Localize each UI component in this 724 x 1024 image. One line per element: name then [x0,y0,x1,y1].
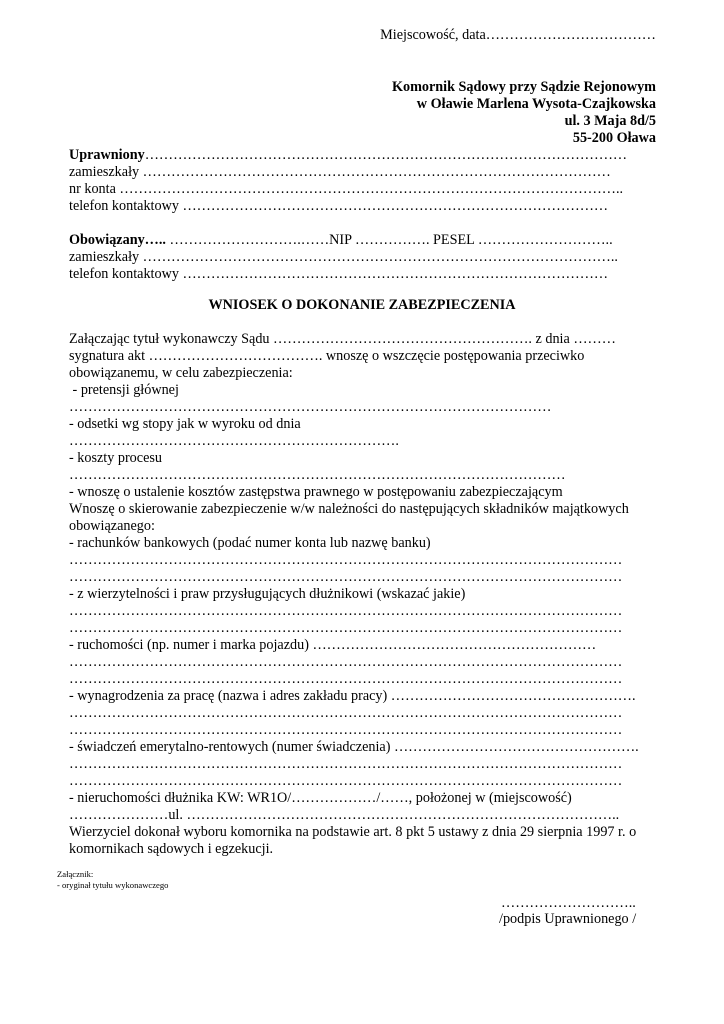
body-line: - ruchomości (np. numer i marka pojazdu) …………………………………………………… [69,637,597,653]
body-line: - pretensji głównej [69,382,179,398]
creditor-name-dots: ………………………………………………………………………………………… [144,147,628,163]
creditor-address-line: zamieszkały ……………………………………………………………………………………… [69,164,611,180]
attachment-label: Załącznik: [57,869,94,879]
body-line: ……………………………………………………………………………………………………… [69,756,623,772]
bailiff-line-4: 55-200 Oława [572,130,656,146]
bailiff-line-2: w Oławie Marlena Wysota-Czajkowska [416,96,656,112]
body-line: ……………………………………………………………………………………………………… [69,603,623,619]
body-line: ……………………………………………………………………………………………………… [69,773,623,789]
body-line: ……………………………………………………………. [69,433,399,449]
body-line: - wnoszę o ustalenie kosztów zastępstwa prawnego w postępowaniu zabezpieczającym [69,484,563,500]
debtor-phone-line: telefon kontaktowy ……………………………………………………………………………… [69,266,609,282]
body-line: Załączając tytuł wykonawczy Sądu ………………………………………………. z dnia ……… [69,331,616,347]
body-line: - koszty procesu [69,450,162,466]
body-line: ……………………………………………………………………………………………………… [69,722,623,738]
attachment-item: - oryginał tytułu wykonawczego [57,880,169,890]
body-line: komornikach sądowych i egzekucji. [69,841,274,857]
body-line: ……………………………………………………………………………………………………… [69,671,623,687]
document-title: WNIOSEK O DOKONANIE ZABEZPIECZENIA [208,297,516,313]
body-line: obowiązanemu, w celu zabezpieczenia: [69,365,293,381]
creditor-phone-line: telefon kontaktowy ……………………………………………………………………………… [69,198,609,214]
body-line: Wnoszę o skierowanie zabezpieczenie w/w należności do następujących składników majątkowych [69,501,629,517]
body-line: …………………………………………………………………………………………… [69,467,566,483]
debtor-address-line: zamieszkały ……………………………………………………………………………………….. [69,249,618,265]
creditor-account-line: nr konta …………………………………………………………………………………………….. [69,181,624,197]
body-line: - rachunków bankowych (podać numer konta lub nazwę banku) [69,535,431,551]
creditor-label: Uprawniony [69,147,145,163]
signature-label: /podpis Uprawnionego / [499,911,637,927]
place-date-line: Miejscowość, data……………………………… [380,27,656,43]
body-line: - świadczeń emerytalno-rentowych (numer świadczenia) ……………………………………………. [69,739,639,755]
body-line: ……………………………………………………………………………………………………… [69,552,623,568]
debtor-ids-line: ……………………….……NIP ……………. PESEL ……………………….. [165,232,613,248]
body-line: - nieruchomości dłużnika KW: WR1O/………………/……, położonej w (miejscowość) [69,790,572,806]
bailiff-line-3: ul. 3 Maja 8d/5 [564,113,656,129]
body-line: …………………ul. ……………………………………………………………………………….. [69,807,620,823]
body-line: ……………………………………………………………………………………………………… [69,620,623,636]
body-line: - wynagrodzenia za pracę (nazwa i adres zakładu pracy) ……………………………………………. [69,688,636,704]
body-line: - odsetki wg stopy jak w wyroku od dnia [69,416,301,432]
debtor-name-line [69,232,613,249]
body-line: ………………………………………………………………………………………… [69,399,552,415]
body-line: ……………………………………………………………………………………………………… [69,569,623,585]
body-line: Wierzyciel dokonał wyboru komornika na podstawie art. 8 pkt 5 ustawy z dnia 29 sierpnia 1997 r. o [69,824,637,840]
debtor-label: Obowiązany….. [69,232,166,248]
body-line: sygnatura akt ………………………………. wnoszę o wszczęcie postępowania przeciwko [69,348,585,364]
bailiff-line-1: Komornik Sądowy przy Sądzie Rejonowym [391,79,656,95]
creditor-name-line [69,147,627,164]
body-line: - z wierzytelności i praw przysługujących dłużnikowi (wskazać jakie) [69,586,466,602]
body-line: ……………………………………………………………………………………………………… [69,705,623,721]
body-line: ……………………………………………………………………………………………………… [69,654,623,670]
signature-dots: ……………………….. [501,895,636,911]
body-line: obowiązanego: [69,518,155,534]
